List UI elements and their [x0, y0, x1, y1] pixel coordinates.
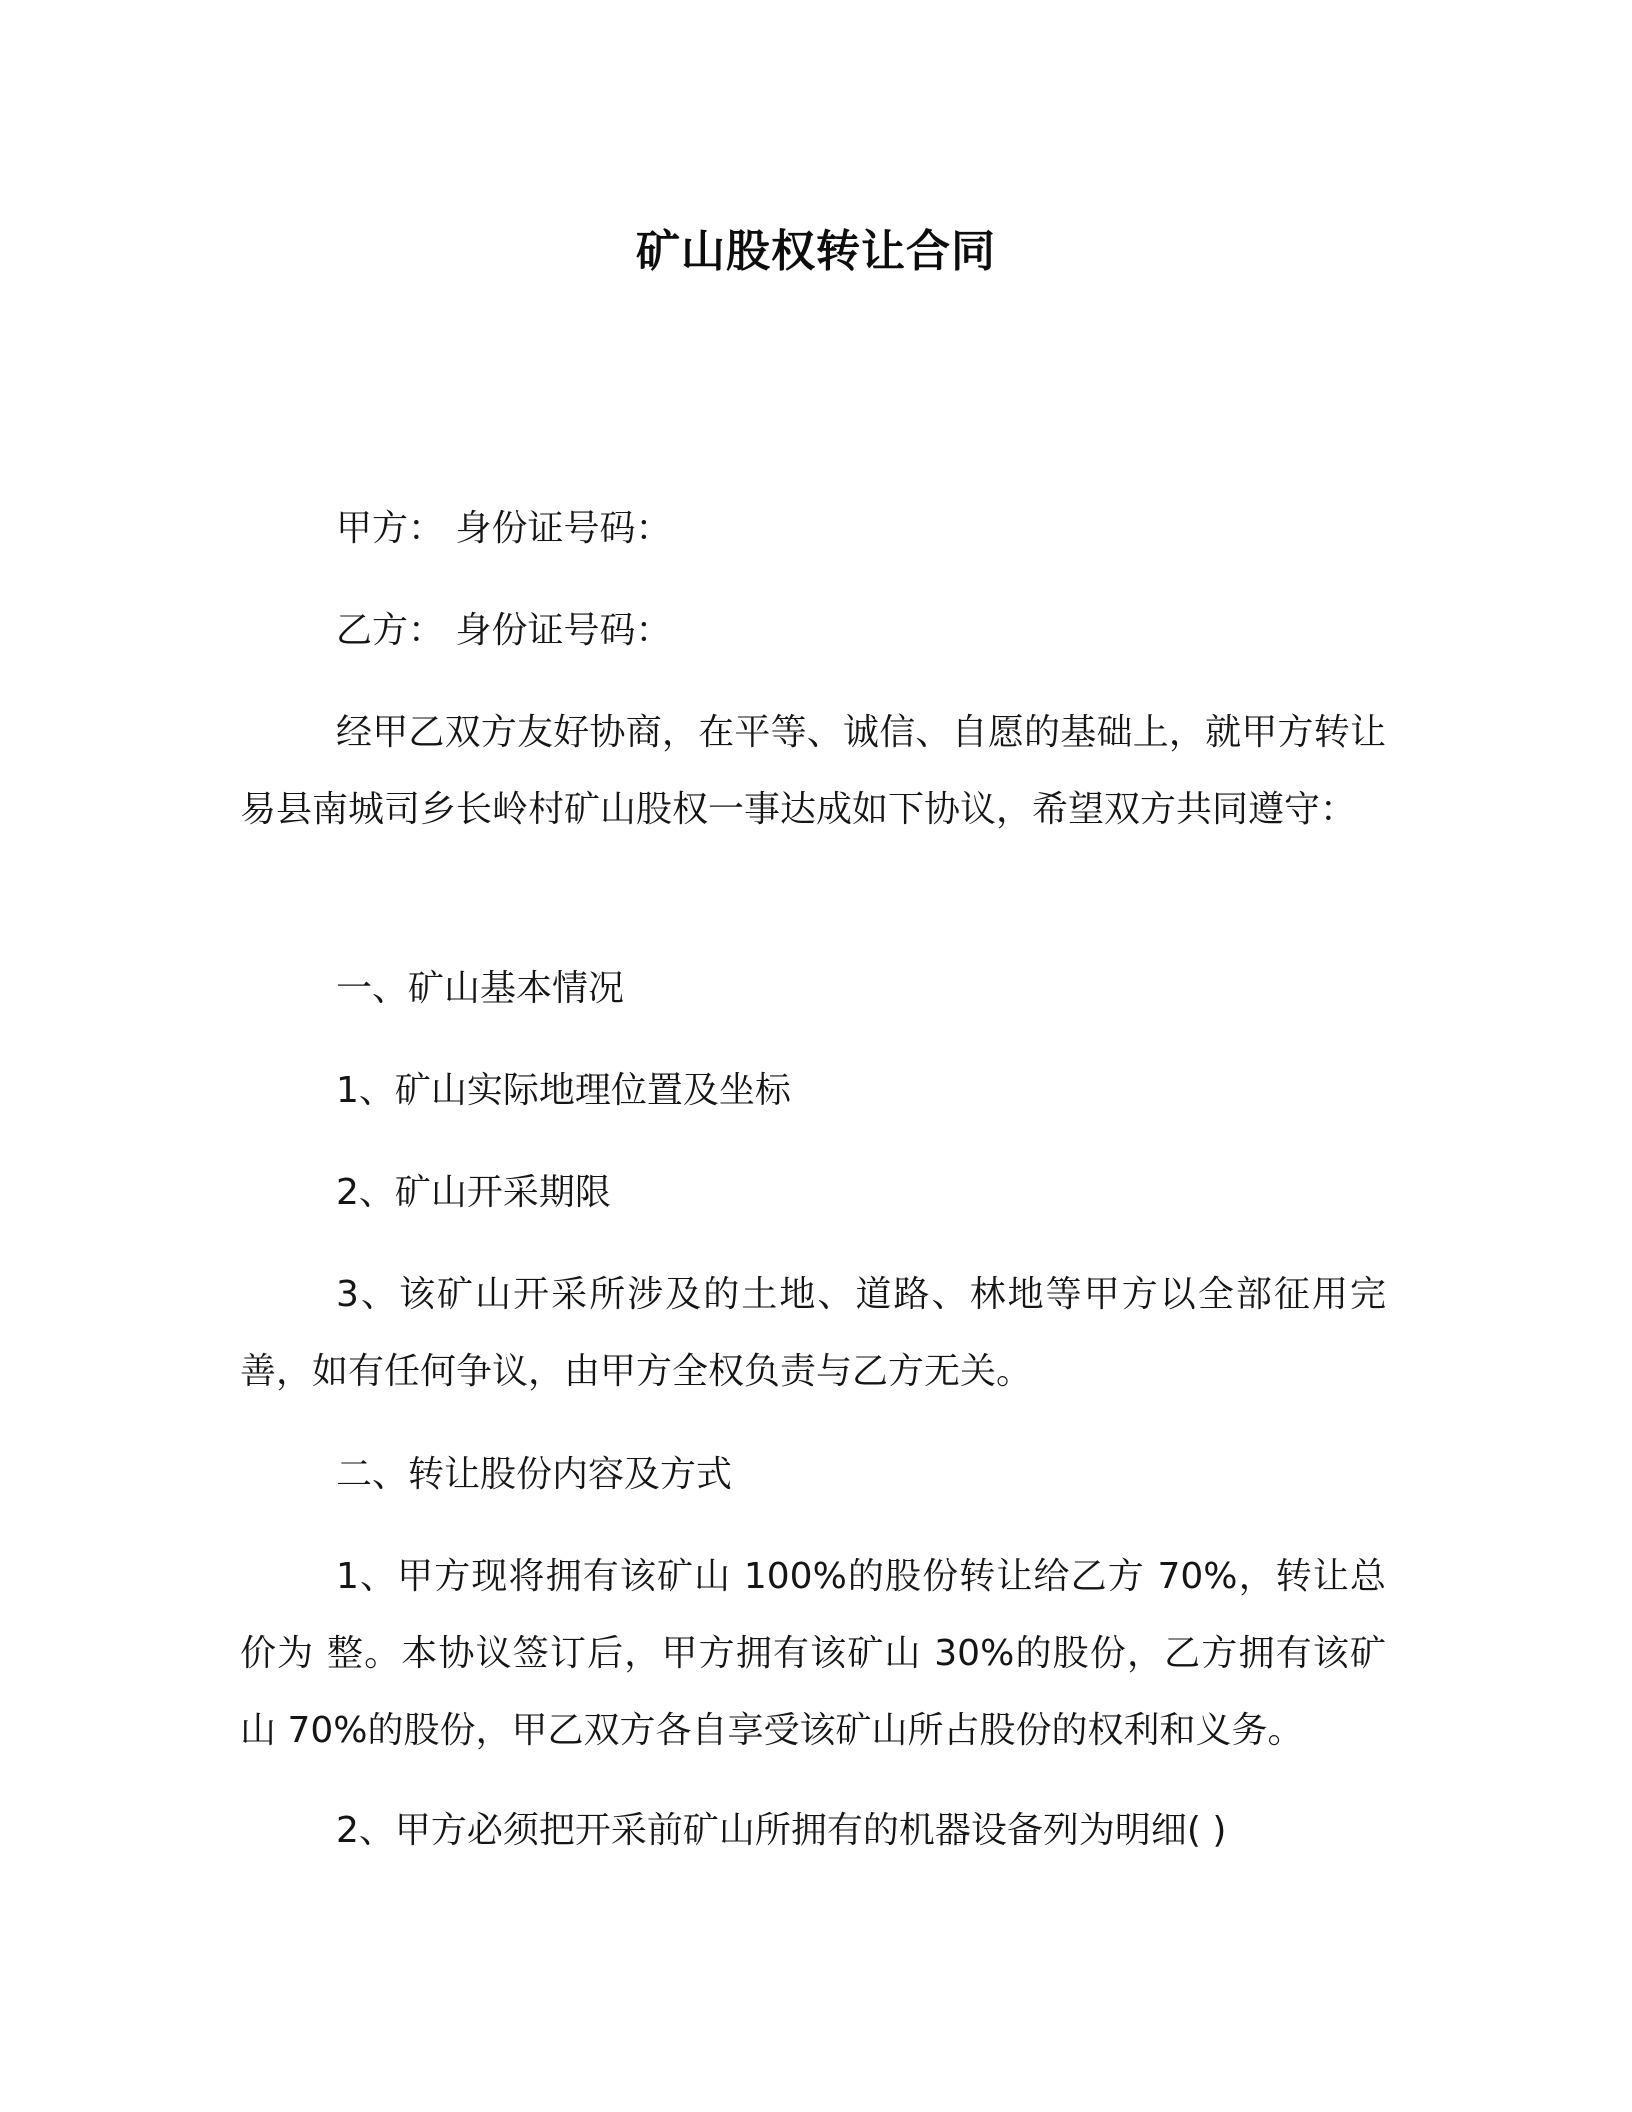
- section-1-item-2: 2、矿山开采期限: [336, 1172, 611, 1213]
- preamble-paragraph: 经甲乙双方友好协商，在平等、诚信、自愿的基础上，就甲方转让易县南城司乡长岭村矿山股权一事达成如下协议，希望双方共同遵守：: [240, 712, 1386, 830]
- section-2-item-2: 2、甲方必须把开采前矿山所拥有的机器设备列为明细( ): [336, 1810, 1227, 1851]
- section-1-item-3: 3、该矿山开采所涉及的土地、道路、林地等甲方以全部征用完善，如有任何争议，由甲方全权负责与乙方无关。: [240, 1274, 1386, 1392]
- section-2-item-1: 1、甲方现将拥有该矿山 100%的股份转让给乙方 70%，转让总价为 整。本协议签订后，甲方拥有该矿山 30%的股份，乙方拥有该矿山 70%的股份，甲乙双方各自享受该矿山所占股份的权利和义务。: [240, 1556, 1386, 1751]
- section-1-heading: 一、矿山基本情况: [336, 968, 625, 1009]
- document-title: 矿山股权转让合同: [636, 226, 996, 277]
- section-2-heading: 二、转让股份内容及方式: [336, 1454, 733, 1495]
- section-1-item-1: 1、矿山实际地理位置及坐标: [336, 1070, 791, 1111]
- party-a-line: 甲方： 身份证号码：: [336, 508, 672, 549]
- party-b-line: 乙方： 身份证号码：: [336, 610, 672, 651]
